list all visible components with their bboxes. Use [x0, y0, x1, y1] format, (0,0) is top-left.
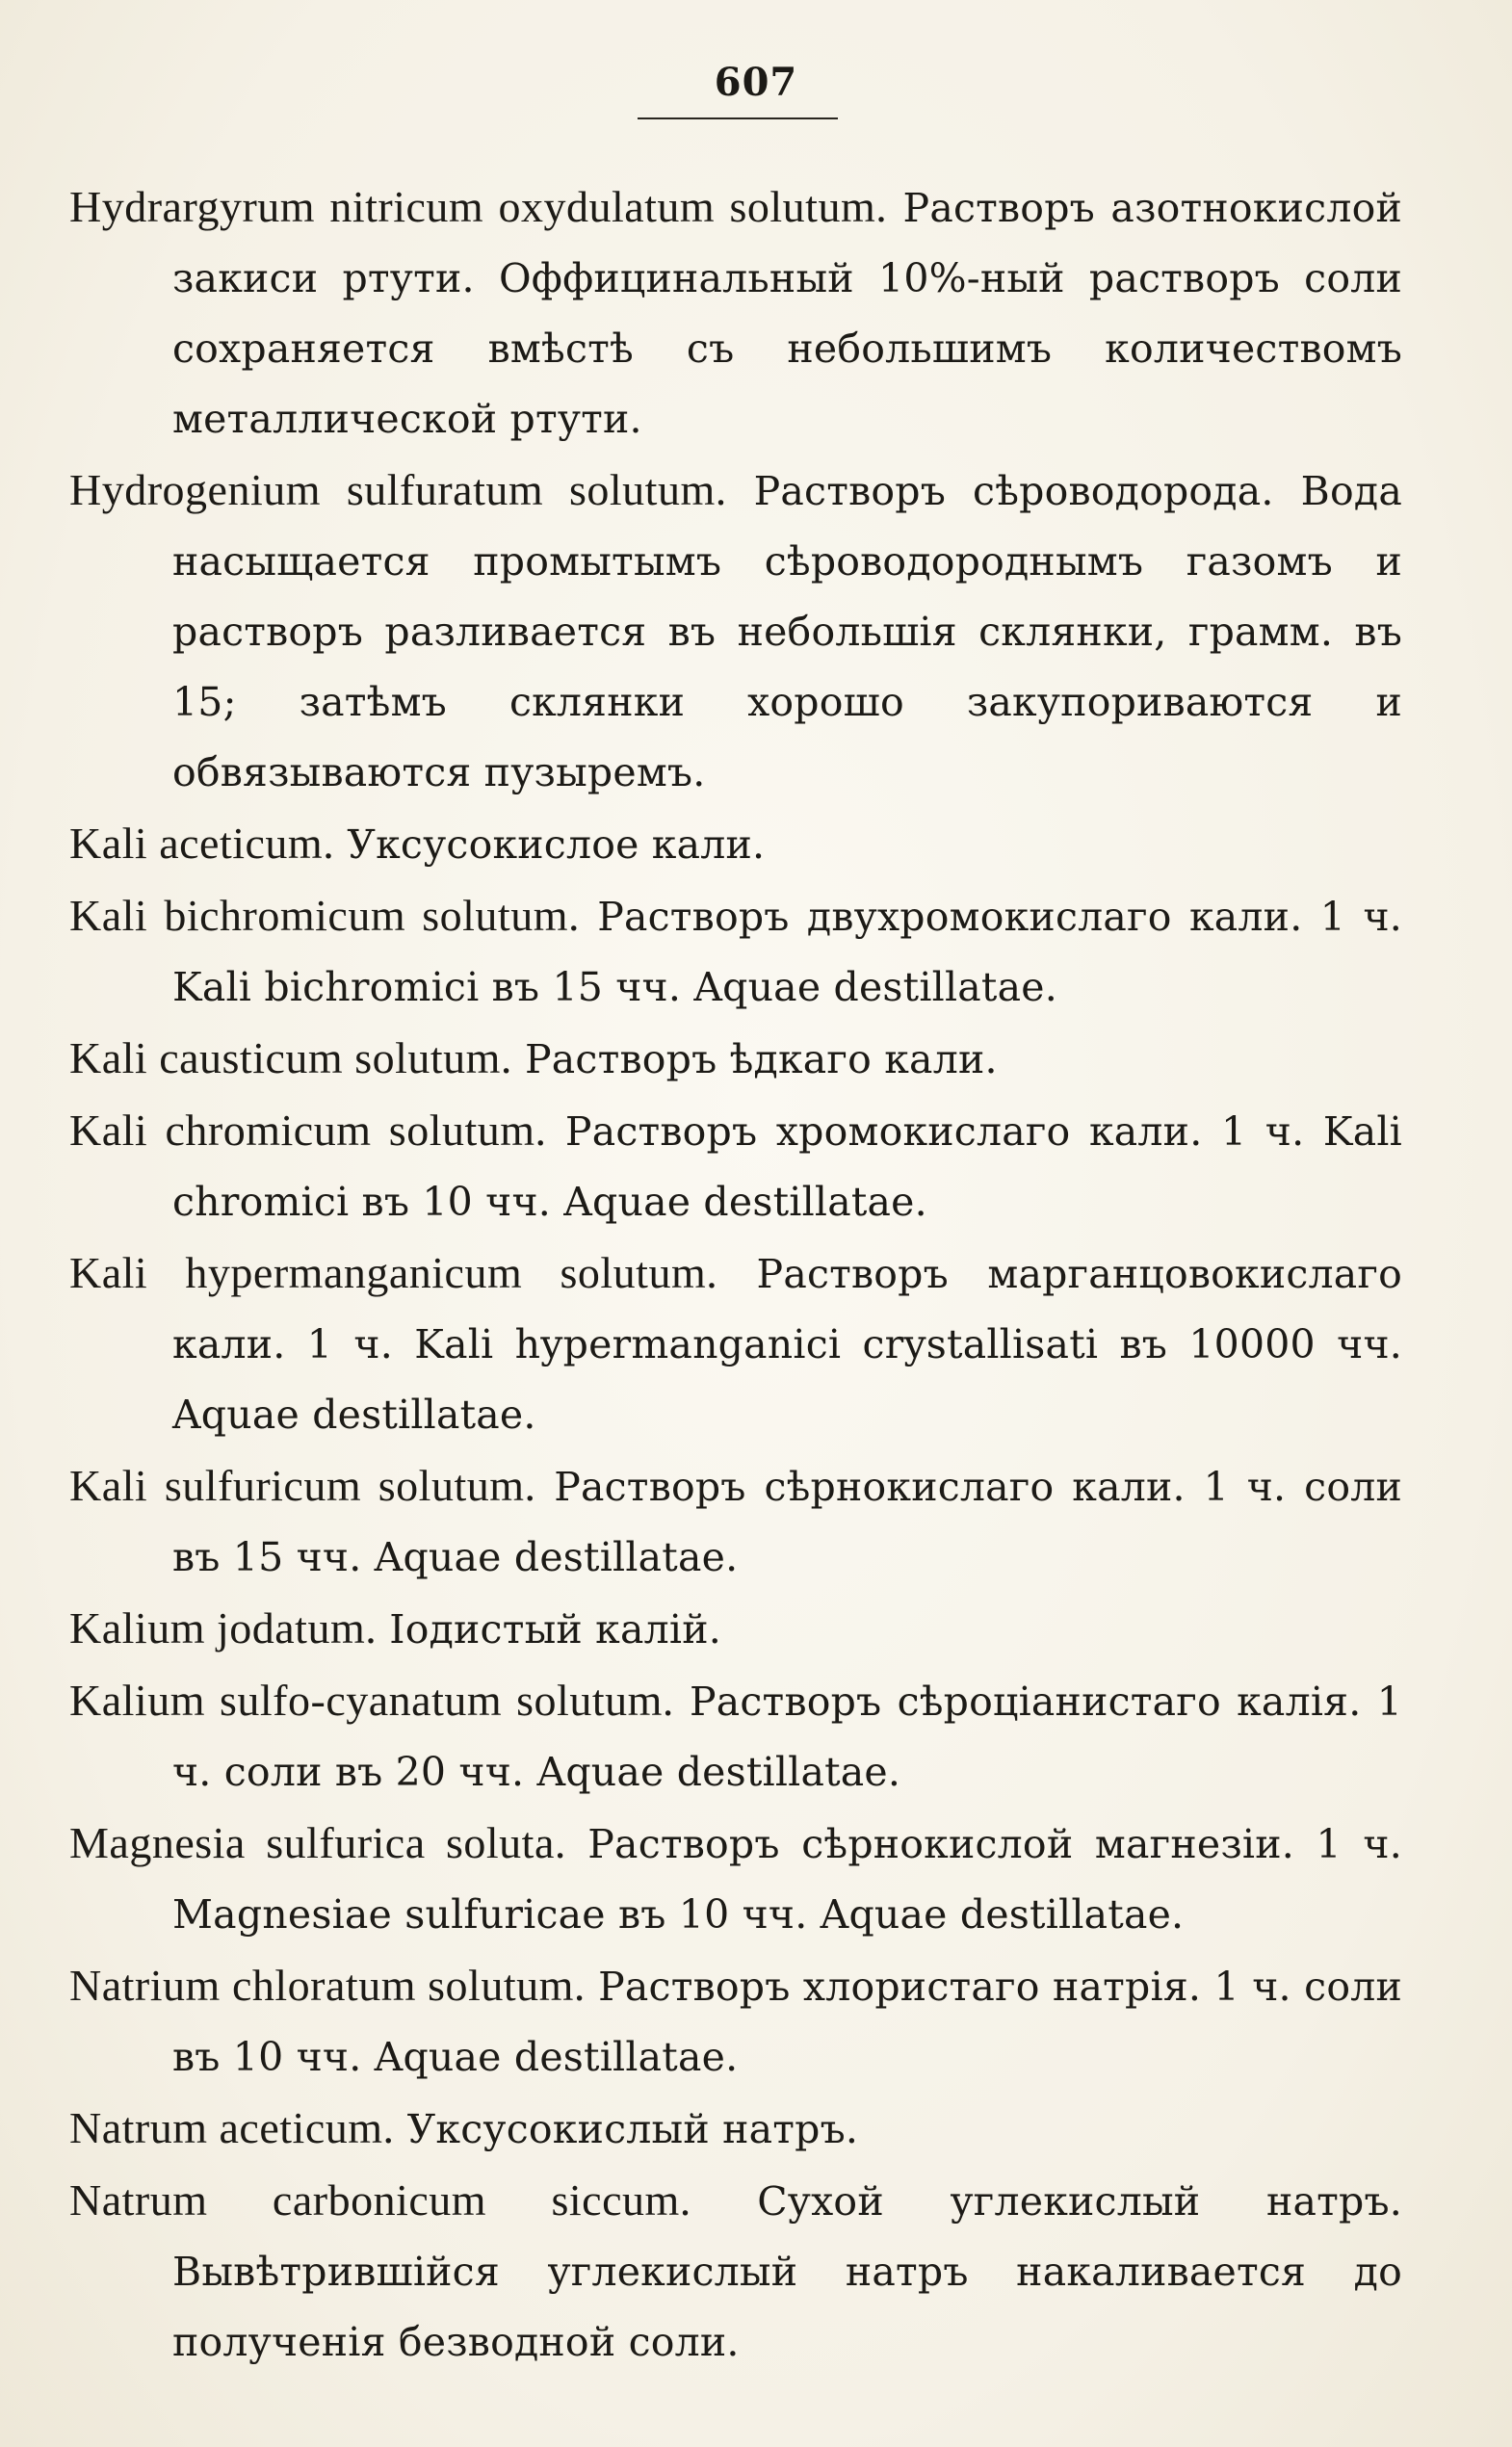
entry-term: Hydrogenium sulfuratum solutum.: [69, 465, 727, 514]
entry-text: Растворъ хлористаго натрія. 1 ч. соли въ 10 чч. Aquae destillatae.: [172, 1964, 1402, 2080]
entry-text: Растворъ ѣдкаго кали.: [524, 1036, 998, 1082]
entry-kali-hypermanganicum: [69, 1237, 1402, 1450]
entry-text: Растворъ азотнокислой закиси ртути. Оффицинальный 10%-ный растворъ соли сохраняется вмѣстѣ съ небольшимъ количествомъ металлической ртути.: [172, 185, 1402, 442]
entry-text: Растворъ двухромокислаго кали. 1 ч. Kali bichromici въ 15 чч. Aquae destillatae.: [172, 894, 1402, 1010]
entry-kali-bichromicum: [69, 880, 1402, 1023]
entry-term: Kali aceticum.: [69, 819, 335, 868]
entry-term: Kalium sulfo-cyanatum solutum.: [69, 1676, 674, 1725]
entry-natrum-carbonicum: [69, 2165, 1402, 2378]
entry-natrium-chloratum: [69, 1950, 1402, 2093]
entry-term: Natrum carbonicum siccum.: [69, 2175, 691, 2225]
entry-text: Іодистый калій.: [389, 1606, 721, 1653]
entry-text: Растворъ хромокислаго кали. 1 ч. Kali chromici въ 10 чч. Aquae destillatae.: [172, 1108, 1402, 1225]
entry-term: Kalium jodatum.: [69, 1603, 378, 1653]
page-number-rule: [638, 117, 838, 119]
entry-kalium-jodatum: [69, 1593, 1402, 1665]
entry-text: Сухой углекислый натръ. Вывѣтрившійся углекислый натръ накаливается до полученія безводной соли.: [172, 2178, 1402, 2365]
entry-hydrargyrum-nitricum: [69, 171, 1402, 455]
entry-text: Растворъ сѣроводорода. Вода насыщается промытымъ сѣроводороднымъ газомъ и растворъ разливается въ небольшія склянки, грамм. въ 15; затѣмъ склянки хорошо закупориваются и обвязываются пузыремъ.: [172, 468, 1402, 795]
page-number: 607: [714, 60, 798, 105]
entry-kali-aceticum: [69, 808, 1402, 880]
entry-term: Hydrargyrum nitricum oxydulatum solutum.: [69, 182, 888, 231]
entry-text: Уксусокислое кали.: [347, 821, 766, 868]
entry-kalium-sulfo-cyanatum: [69, 1665, 1402, 1808]
reagent-entries: [69, 171, 1402, 2378]
entry-term: Natrium chloratum solutum.: [69, 1961, 586, 2010]
entry-text: Растворъ сѣрнокислой магнезіи. 1 ч. Magnesiae sulfuricae въ 10 чч. Aquae destillatae.: [172, 1821, 1402, 1938]
entry-text: Растворъ сѣрнокислаго кали. 1 ч. соли въ 15 чч. Aquae destillatae.: [172, 1464, 1402, 1580]
entry-kali-sulfuricum: [69, 1450, 1402, 1593]
entry-magnesia-sulfurica: [69, 1808, 1402, 1950]
entry-term: Kali chromicum solutum.: [69, 1106, 547, 1155]
entry-kali-chromicum: [69, 1095, 1402, 1237]
entry-term: Kali bichromicum solutum.: [69, 891, 580, 940]
entry-natrum-aceticum: [69, 2093, 1402, 2165]
entry-text: Уксусокислый натръ.: [406, 2106, 859, 2152]
entry-hydrogenium-sulfuratum: [69, 455, 1402, 808]
entry-kali-causticum: [69, 1023, 1402, 1095]
entry-term: Kali hypermanganicum solutum.: [69, 1248, 718, 1297]
entry-term: Magnesia sulfurica soluta.: [69, 1818, 566, 1867]
entry-term: Kali causticum solutum.: [69, 1033, 512, 1082]
entry-text: Растворъ сѣроціанистаго калія. 1 ч. соли въ 20 чч. Aquae destillatae.: [172, 1679, 1402, 1795]
entry-term: Natrum aceticum.: [69, 2103, 395, 2152]
entry-text: Растворъ марганцовокислаго кали. 1 ч. Kali hypermanganici crystallisati въ 10000 чч. Aquae destillatae.: [172, 1251, 1402, 1438]
entry-term: Kali sulfuricum solutum.: [69, 1461, 536, 1510]
